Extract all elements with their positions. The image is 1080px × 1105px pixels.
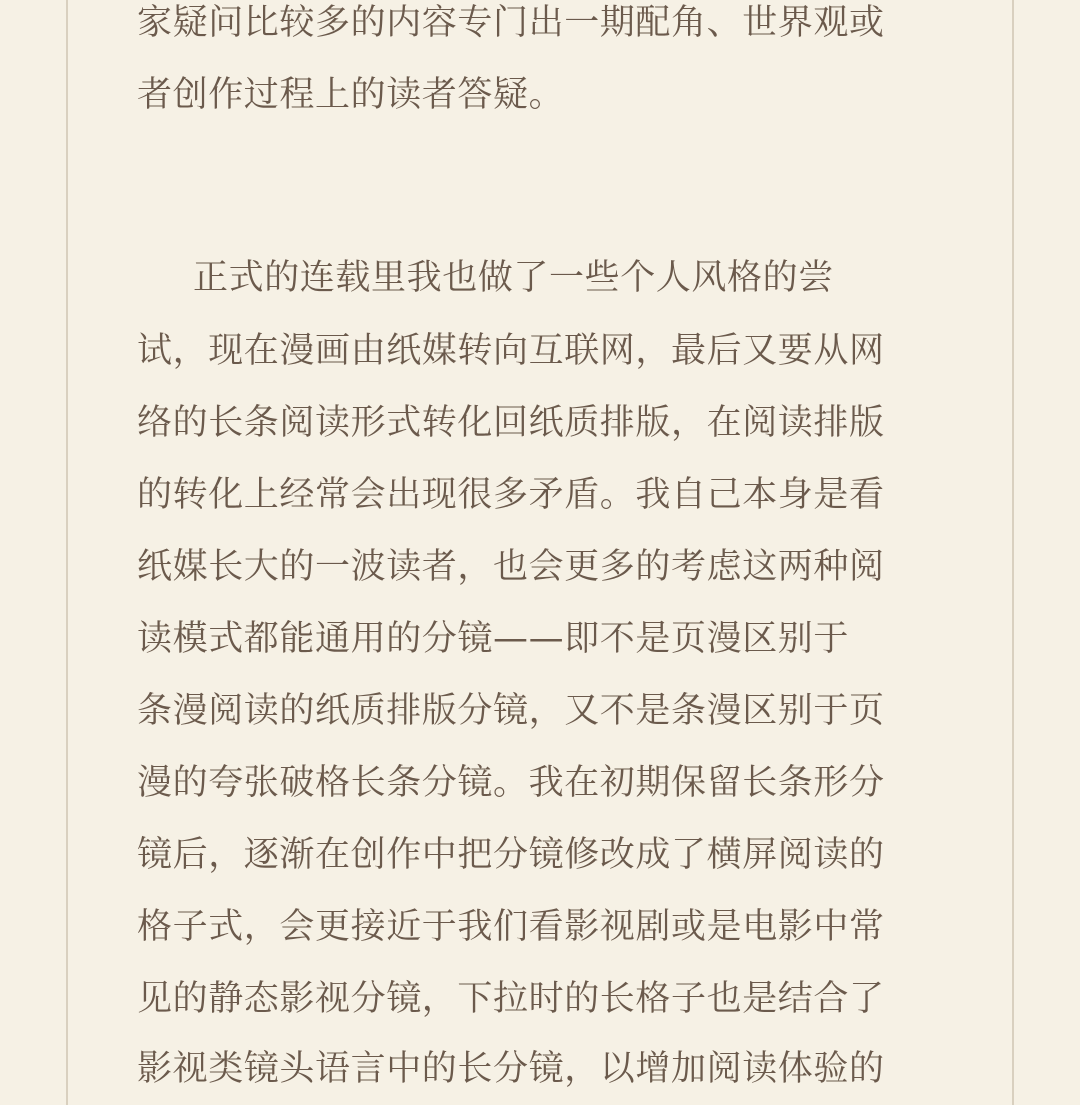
paragraph-2-line: 试，现在漫画由纸媒转向互联网，最后又要从网	[137, 331, 885, 371]
page-border-left	[66, 0, 68, 1105]
paragraph-2-line: 镜后，逐渐在创作中把分镜修改成了横屏阅读的	[137, 835, 885, 875]
paragraph-2-line: 格子式，会更接近于我们看影视剧或是电影中常	[137, 907, 885, 947]
paragraph-2-line: 见的静态影视分镜，下拉时的长格子也是结合了	[137, 979, 885, 1019]
paragraph-2-line: 纸媒长大的一波读者，也会更多的考虑这两种阅	[137, 547, 885, 587]
paragraph-2-line: 正式的连载里我也做了一些个人风格的尝	[193, 258, 834, 298]
paragraph-1-line: 家疑问比较多的内容专门出一期配角、世界观或	[137, 3, 885, 43]
paragraph-2-line: 漫的夸张破格长条分镜。我在初期保留长条形分	[137, 763, 885, 803]
paragraph-2-line: 的转化上经常会出现很多矛盾。我自己本身是看	[137, 475, 885, 515]
paragraph-2-line: 影视类镜头语言中的长分镜，以增加阅读体验的	[137, 1049, 885, 1089]
paragraph-1-line: 者创作过程上的读者答疑。	[137, 75, 565, 115]
paragraph-2-line: 读模式都能通用的分镜——即不是页漫区别于	[137, 619, 850, 659]
paragraph-2-line: 络的长条阅读形式转化回纸质排版，在阅读排版	[137, 403, 885, 443]
paragraph-2-line: 条漫阅读的纸质排版分镜，又不是条漫区别于页	[137, 691, 885, 731]
page-border-right	[1012, 0, 1014, 1105]
